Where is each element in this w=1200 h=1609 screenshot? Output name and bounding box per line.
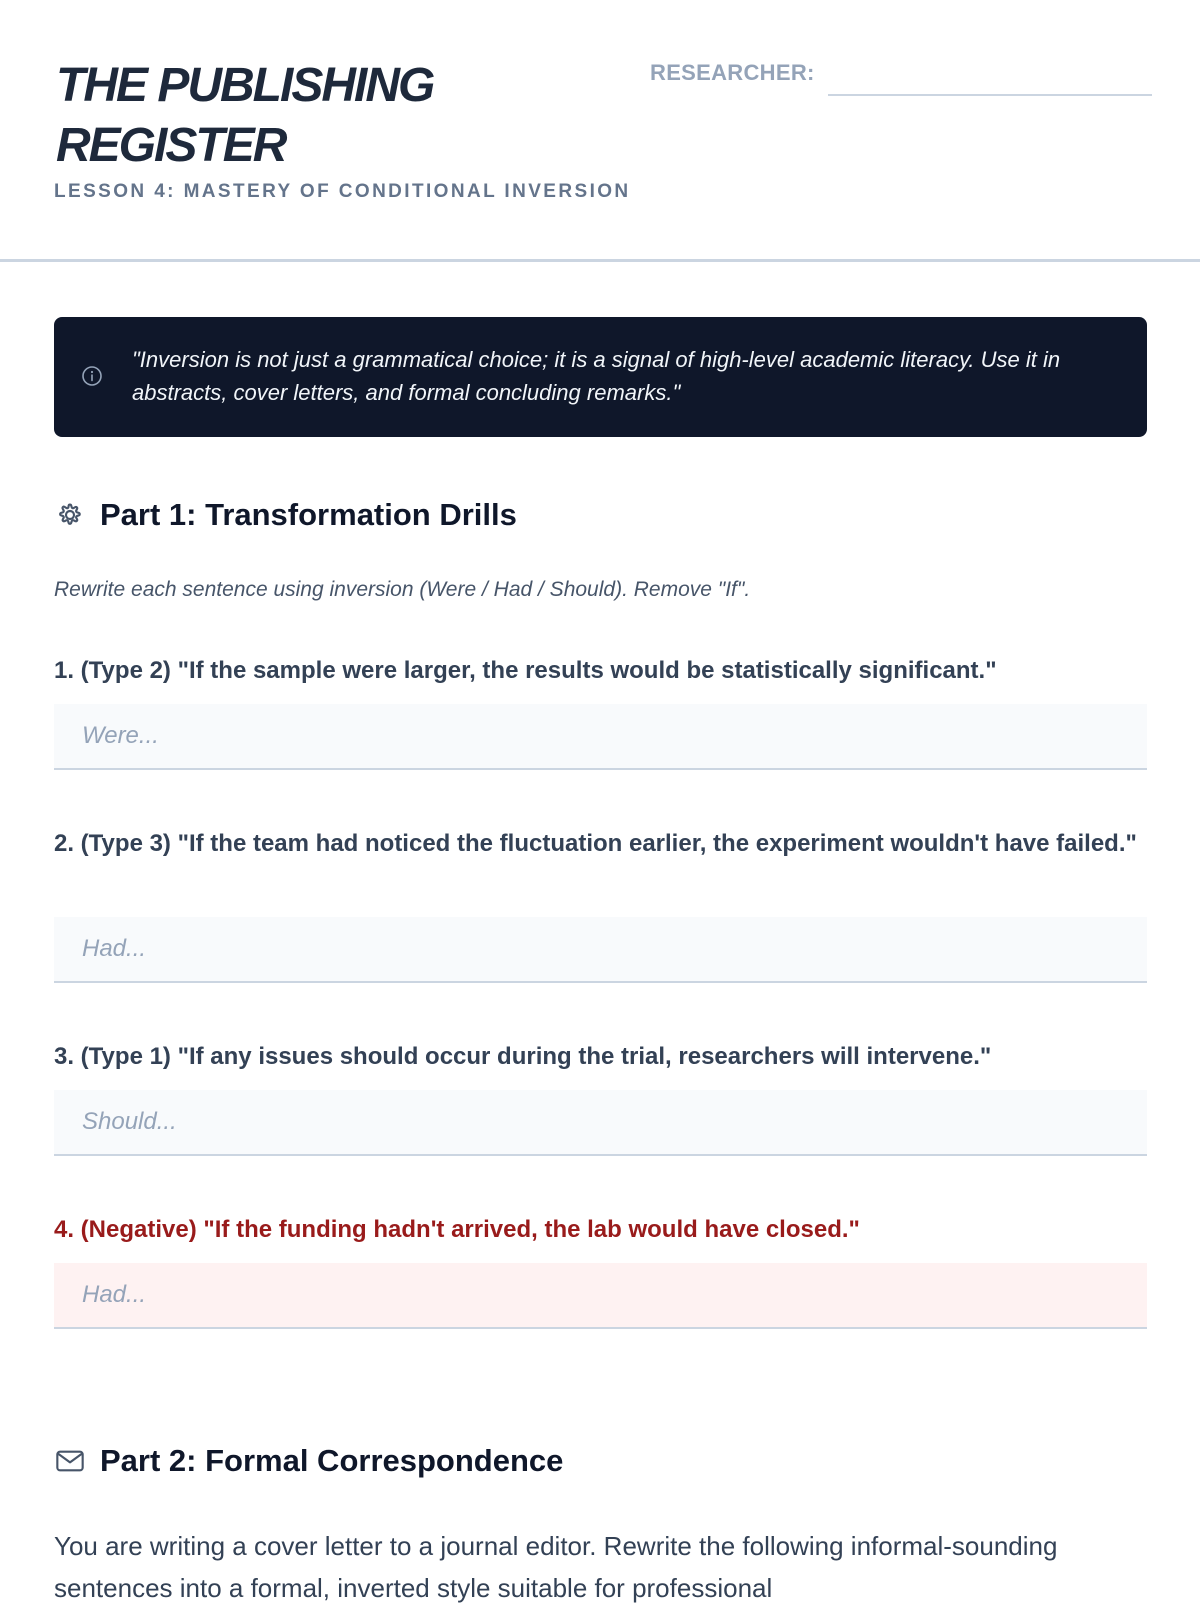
- info-icon: [81, 365, 103, 387]
- page-header: [0, 0, 1200, 262]
- gear-icon: [54, 499, 86, 531]
- part2-intro: You are writing a cover letter to a journal editor. Rewrite the following informal-sounding sentences into a formal, inverted style suitable for professional: [54, 1531, 1058, 1603]
- question-4-negative: 4. (Negative) "If the funding hadn't arrived, the lab would have closed.": [54, 1216, 860, 1243]
- part2-title: Part 2: Formal Correspondence: [100, 1443, 564, 1478]
- researcher-name-field[interactable]: [828, 58, 1152, 96]
- answer-field-1[interactable]: [54, 704, 1147, 770]
- info-callout: [54, 317, 1147, 437]
- envelope-icon: [54, 1445, 86, 1477]
- question-3: 3. (Type 1) "If any issues should occur during the trial, researchers will intervene.": [54, 1043, 992, 1070]
- part1-title: Part 1: Transformation Drills: [100, 497, 517, 532]
- part1-heading: [54, 497, 517, 533]
- answer-field-4[interactable]: [54, 1263, 1147, 1329]
- answer-field-2[interactable]: [54, 917, 1147, 983]
- question-2: 2. (Type 3) "If the team had noticed the fluctuation earlier, the experiment wouldn't have failed.": [54, 830, 1137, 857]
- researcher-label: RESEARCHER:: [650, 60, 815, 85]
- question-1: 1. (Type 2) "If the sample were larger, the results would be statistically significant.": [54, 657, 997, 684]
- callout-quote: "Inversion is not just a grammatical choice; it is a signal of high-level academic literacy. Use it in abstracts, cover letters, and formal concluding remarks.": [132, 347, 1061, 405]
- part2-heading: [54, 1443, 563, 1479]
- page-title: THE PUBLISHING REGISTER: [56, 59, 434, 172]
- lesson-subtitle: LESSON 4: MASTERY OF CONDITIONAL INVERSION: [54, 181, 631, 202]
- answer-field-3[interactable]: [54, 1090, 1147, 1156]
- part1-instructions: Rewrite each sentence using inversion (Were / Had / Should). Remove "If".: [54, 578, 751, 601]
